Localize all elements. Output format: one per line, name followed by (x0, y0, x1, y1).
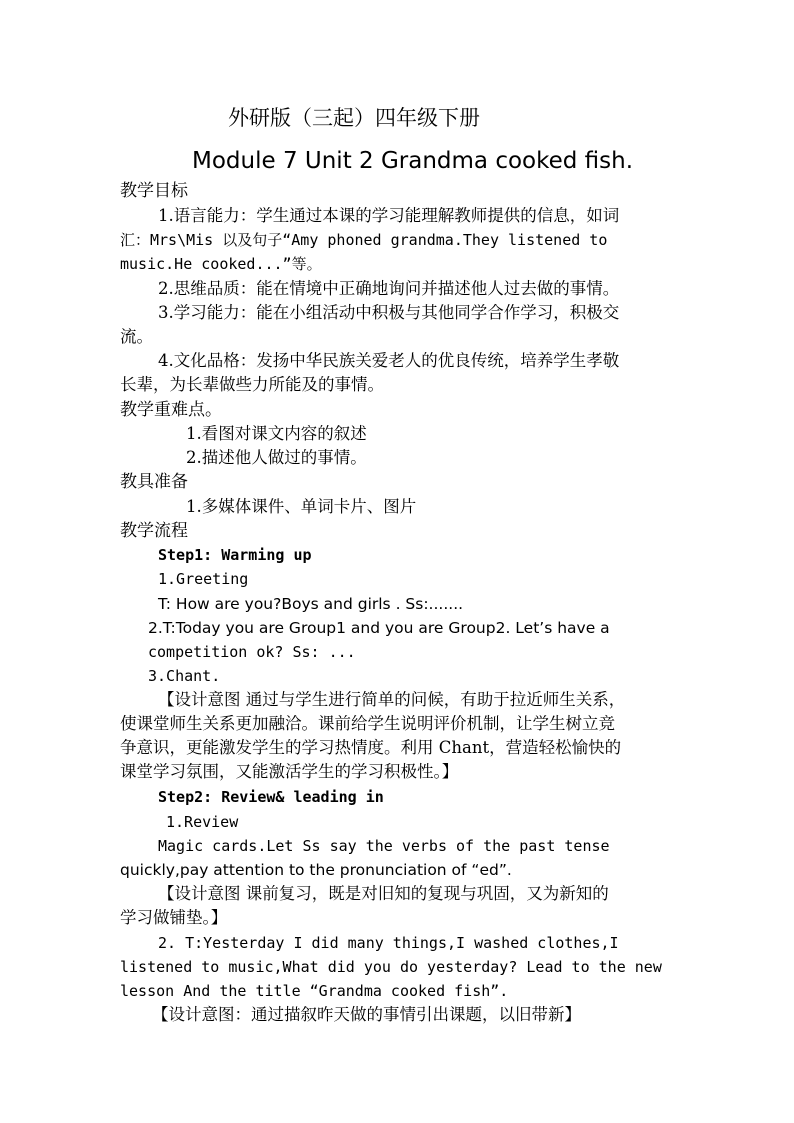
objective-3-line-2: 流。 (120, 327, 153, 346)
objective-1-line-3: music.He cooked...”等。 (120, 255, 322, 273)
objective-3-line-1: 3.学习能力：能在小组活动中积极与其他同学合作学习，积极交 (158, 303, 620, 322)
step1-title: Step1: Warming up (158, 546, 312, 564)
key-point-2: 2.描述他人做过的事情。 (186, 448, 367, 467)
step2-design-line-1: 【设计意图 课前复习，既是对旧知的复现与巩固，又为新知的 (158, 884, 609, 903)
material-1: 1.多媒体课件、单词卡片、图片 (186, 497, 417, 516)
objective-1-line-2: 汇：Mrs\Mis 以及句子“Amy phoned grandma.They listened to (120, 231, 608, 249)
objective-4-line-2: 长辈，为长辈做些力所能及的事情。 (120, 375, 384, 394)
objective-2: 2.思维品质：能在情境中正确地询问并描述他人过去做的事情。 (158, 279, 620, 298)
step1-line-2: T: How are you?Boys and girls . Ss:....... (158, 595, 464, 613)
materials-heading: 教具准备 (120, 472, 188, 492)
step1-design-line-3: 争意识，更能激发学生的学习热情度。利用 Chant，营造轻松愉快的 (120, 738, 622, 757)
key-points-heading: 教学重难点。 (120, 400, 222, 420)
step1-line-3: 2.T:Today you are Group1 and you are Group2. Let’s have a (148, 619, 610, 637)
step1-line-5: 3.Chant. (148, 667, 221, 685)
step1-line-1: 1.Greeting (158, 570, 249, 588)
key-point-1: 1.看图对课文内容的叙述 (186, 424, 367, 443)
step2-design-line-3: 【设计意图：通过描叙昨天做的事情引出课题，以旧带新】 (152, 1005, 581, 1024)
document-title-en: Module 7 Unit 2 Grandma cooked fish. (192, 148, 634, 174)
objective-1-line-1: 1.语言能力：学生通过本课的学习能理解教师提供的信息，如词 (158, 206, 620, 225)
step2-line-4: 2. T:Yesterday I did many things,I washed clothes,I (158, 934, 619, 952)
step2-line-1: 1.Review (166, 813, 239, 831)
objective-4-line-1: 4.文化品格：发扬中华民族关爱老人的优良传统，培养学生孝敬 (158, 351, 620, 370)
step1-design-line-1: 【设计意图 通过与学生进行简单的问候，有助于拉近师生关系， (158, 690, 626, 709)
step2-line-3: quickly,pay attention to the pronunciation of “ed”. (120, 861, 512, 879)
step2-line-6: lesson And the title “Grandma cooked fish”. (120, 982, 509, 1000)
step1-line-4: competition ok? Ss: ... (148, 643, 356, 661)
step1-design-line-4: 课堂学习氛围，又能激活学生的学习积极性。】 (120, 762, 459, 781)
objectives-heading: 教学目标 (120, 181, 188, 201)
step2-title: Step2: Review& leading in (158, 788, 384, 806)
document-title-cn: 外研版（三起）四年级下册 (228, 106, 480, 130)
step2-design-line-2: 学习做铺垫。】 (120, 908, 228, 927)
process-heading: 教学流程 (120, 521, 188, 541)
step2-line-2: Magic cards.Let Ss say the verbs of the past tense (158, 837, 610, 855)
step1-design-line-2: 使课堂师生关系更加融洽。课前给学生说明评价机制，让学生树立竞 (120, 714, 615, 733)
step2-line-5: listened to music,What did you do yesterday? Lead to the new (120, 958, 662, 976)
